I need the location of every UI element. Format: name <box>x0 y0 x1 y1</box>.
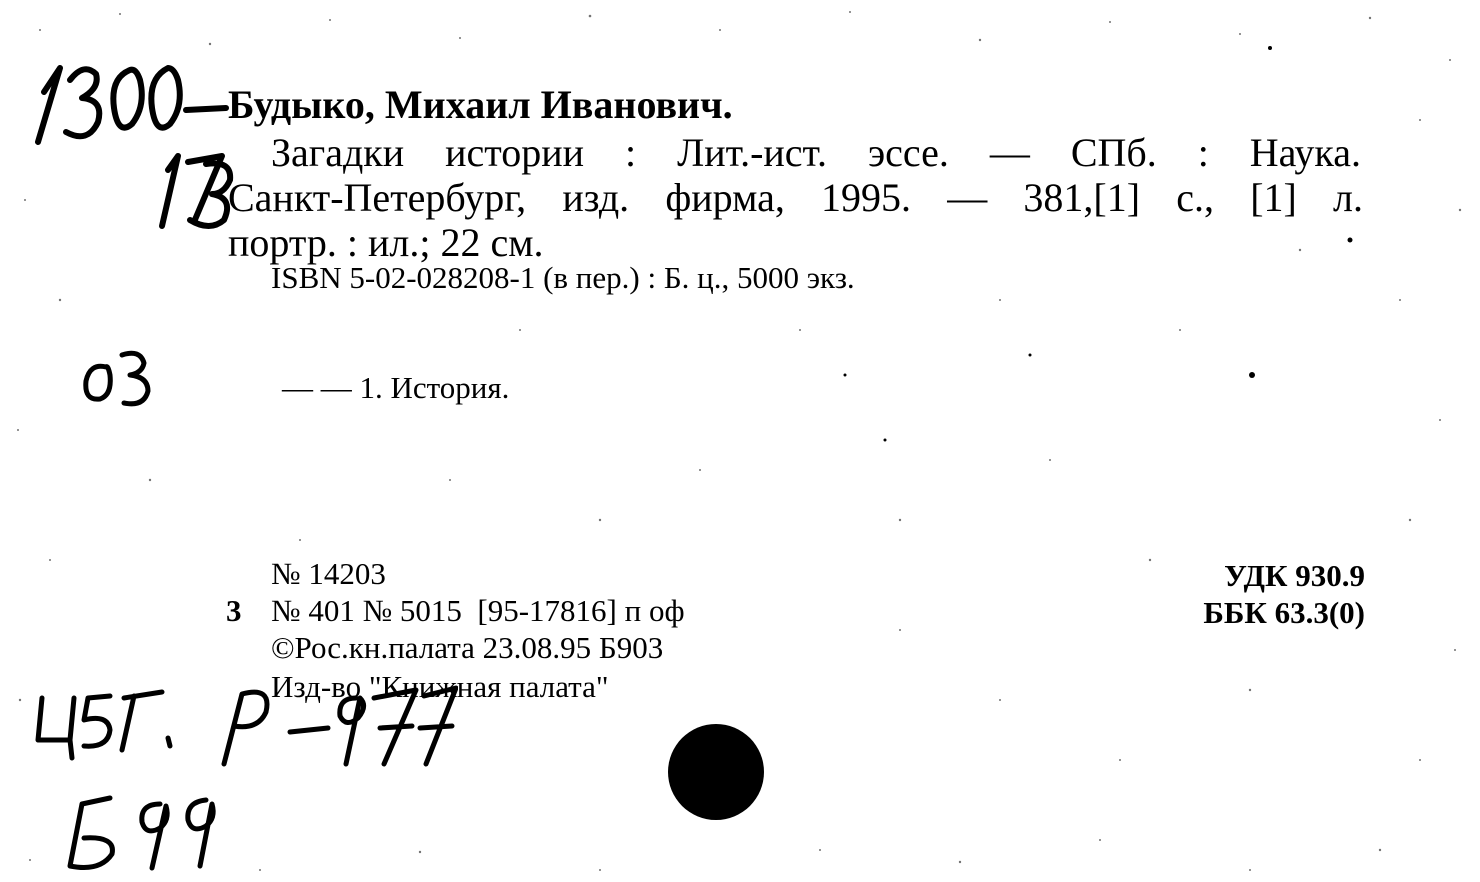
udk-code: УДК 930.9 <box>1224 558 1365 593</box>
entry-subject-line: — — 1. История. <box>282 370 510 405</box>
handwritten-author-mark <box>60 780 250 880</box>
entry-isbn-line: ISBN 5-02-028208-1 (в пер.) : Б. ц., 5000 экз. <box>271 260 855 295</box>
entry-publisher-line: Санкт-Петербург, изд. фирма, 1995. — 381,[1] с., [1] л. <box>228 175 1363 220</box>
author-mark <box>66 800 71 802</box>
handwritten-call-number <box>18 50 248 230</box>
entry-physical-line: портр. : ил.; 22 см. <box>228 220 544 265</box>
punch-hole <box>668 724 764 820</box>
card-marker: 3 <box>226 593 242 628</box>
call-number-sub <box>20 64 24 66</box>
publisher-imprint: Изд-во "Книжная палата" <box>271 669 609 704</box>
entry-author: Будыко, Михаил Иванович. <box>228 82 733 127</box>
numbers-line: № 401 № 5015 [95-17816] п оф <box>271 593 685 628</box>
inventory-number <box>30 700 42 702</box>
call-number-main <box>20 60 25 62</box>
bbk-code: ББК 63.3(0) <box>1203 595 1365 630</box>
class-mark <box>80 360 83 362</box>
card-number: № 14203 <box>271 556 386 591</box>
handwritten-class-mark <box>72 345 162 415</box>
entry-title-line: Загадки истории : Лит.-ист. эссе. — СПб. : Наука. <box>271 130 1361 175</box>
copyright-line: ©Рос.кн.палата 23.08.95 Б903 <box>271 630 664 665</box>
